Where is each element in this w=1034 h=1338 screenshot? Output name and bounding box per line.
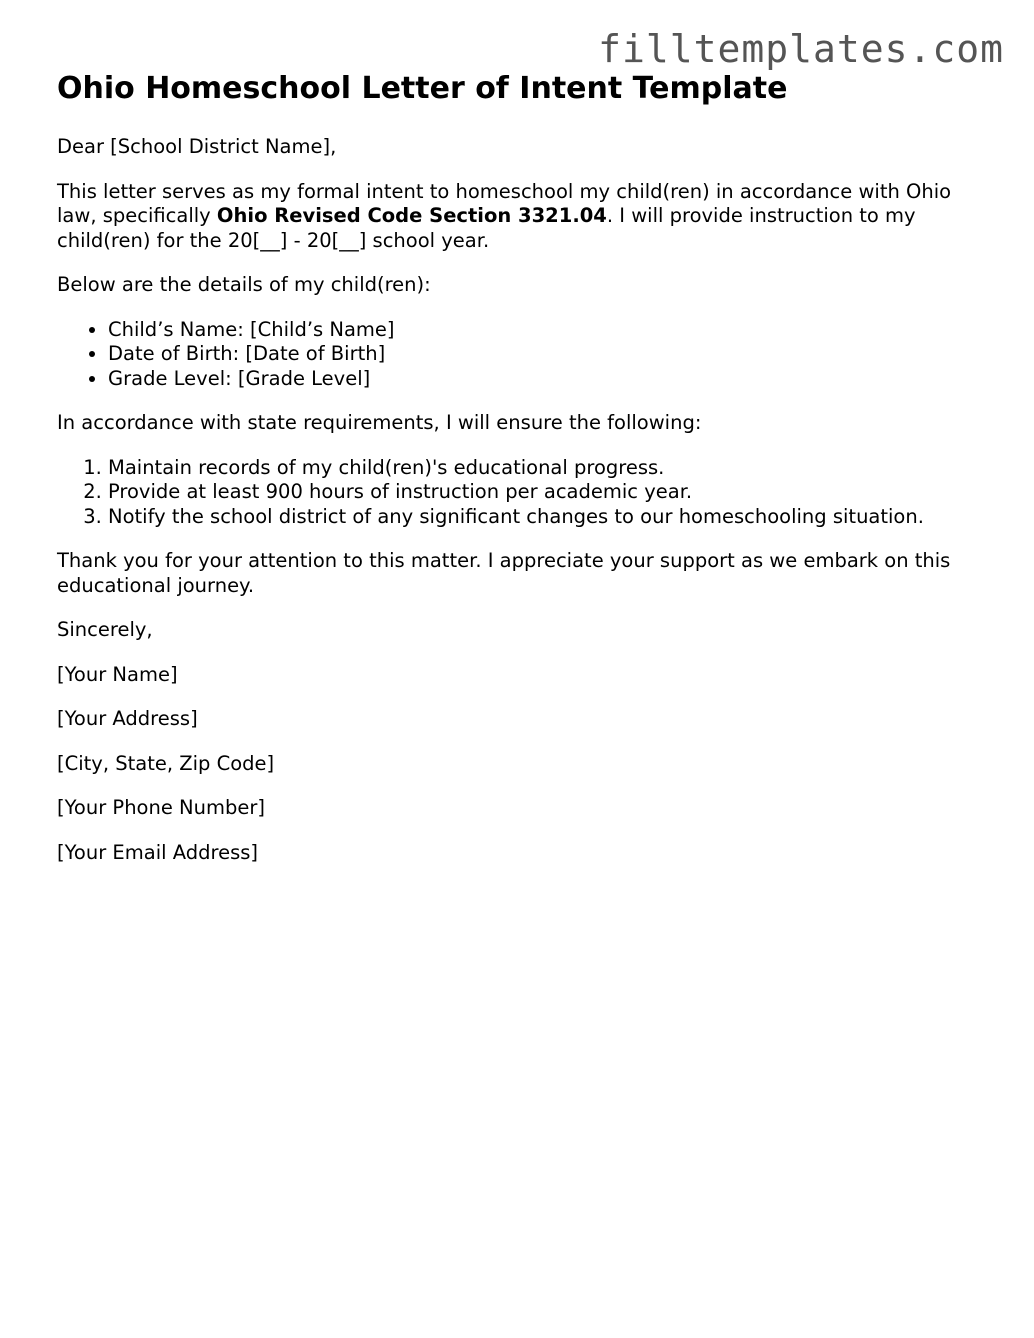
page-title: Ohio Homeschool Letter of Intent Template <box>57 71 788 106</box>
list-item: 1. Maintain records of my child(ren)'s educational progress. <box>108 456 977 481</box>
letter-document <box>57 70 977 885</box>
child-details-list <box>57 318 977 392</box>
intro-paragraph <box>57 180 977 254</box>
intro-code-reference: Ohio Revised Code Section 3321.04 <box>216 204 607 227</box>
list-item: • Child’s Name: [Child’s Name] <box>108 318 977 343</box>
list-item: • Grade Level: [Grade Level] <box>108 367 977 392</box>
details-intro: Below are the details of my child(ren): <box>57 273 431 296</box>
signature-city: [City, State, Zip Code] <box>57 751 275 775</box>
signature-address: [Your Address] <box>57 707 198 730</box>
intro-text-1: This letter serves as my formal intent to homeschool my child(ren) in accordance with Ohio law, specifically <box>57 179 952 227</box>
list-item: 3. Notify the school district of any significant changes to our homeschooling situation. <box>108 505 977 530</box>
salutation: Dear [School District Name], <box>57 135 337 158</box>
closing-block <box>57 618 977 865</box>
watermark: filltemplates.com <box>598 27 1004 71</box>
list-item: • Date of Birth: [Date of Birth] <box>108 342 977 367</box>
closing: Sincerely, <box>57 618 153 641</box>
thanks-paragraph: Thank you for your attention to this matter. I appreciate your support as we embark on this educational journey. <box>57 549 951 597</box>
signature-email: [Your Email Address] <box>57 840 258 864</box>
signature-name: [Your Name] <box>57 662 178 686</box>
intro-text-2: . I will provide instruction to my child(ren) for the 20[__] - 20[__] school year. <box>57 204 916 252</box>
list-item: 2. Provide at least 900 hours of instruction per academic year. <box>108 480 977 505</box>
requirements-list <box>57 456 977 530</box>
signature-phone: [Your Phone Number] <box>57 796 265 819</box>
requirements-intro: In accordance with state requirements, I will ensure the following: <box>57 411 702 434</box>
